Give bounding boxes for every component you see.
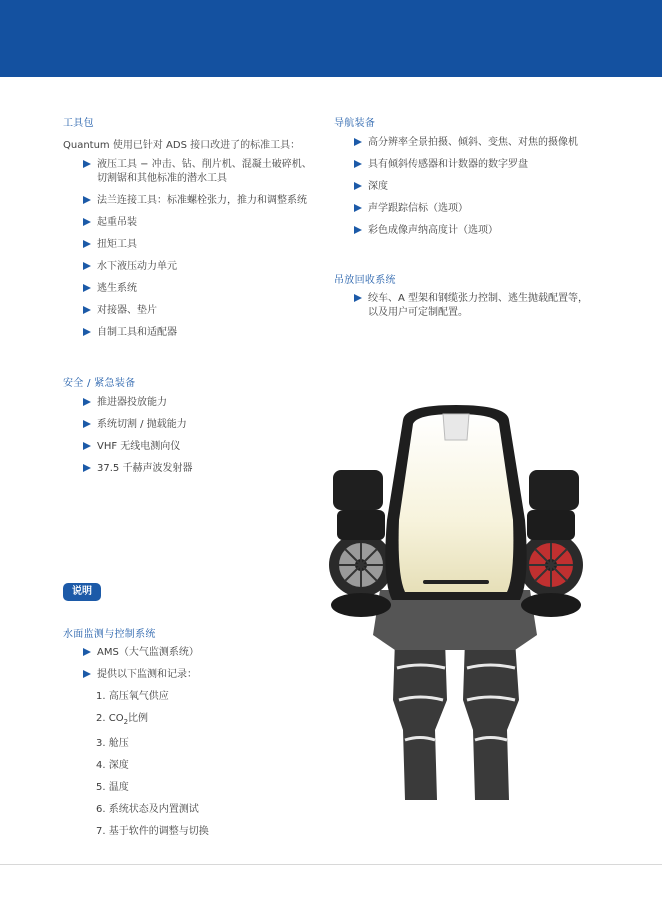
- list-item: 2. $CO_2$比例: [96, 713, 149, 726]
- note-badge: 说明: [63, 583, 101, 601]
- safety-list: [83, 396, 323, 484]
- triangle-bullet-icon: [354, 204, 362, 212]
- triangle-bullet-icon: [83, 420, 91, 428]
- list-item: 4. 深度: [96, 760, 129, 771]
- list-item: 高分辨率全景拍摄、倾斜、变焦、对焦的摄像机: [354, 136, 624, 150]
- launch-title: 吊放回收系统: [334, 275, 396, 286]
- triangle-bullet-icon: [354, 160, 362, 168]
- header-banner: [0, 0, 662, 77]
- list-item: 彩色成像声纳高度计（选项）: [354, 224, 624, 238]
- diving-suit-image: [325, 400, 587, 812]
- list-item: 法兰连接工具：标准螺栓张力，推力和调整系统: [83, 194, 333, 208]
- list-item: 6. 系统状态及内置测试: [96, 804, 199, 815]
- navigation-title: 导航装备: [334, 118, 376, 129]
- list-item: 水下液压动力单元: [83, 260, 333, 274]
- tools-title: 工具包: [63, 118, 94, 129]
- triangle-bullet-icon: [354, 294, 362, 302]
- list-item: 对接器、垫片: [83, 304, 333, 318]
- list-item: 切割锯和其他标准的潜水工具: [97, 173, 227, 184]
- triangle-bullet-icon: [83, 262, 91, 270]
- launch-list: [354, 292, 624, 328]
- list-item: 以及用户可定制配置。: [368, 307, 468, 318]
- triangle-bullet-icon: [83, 160, 91, 168]
- footer-divider: [0, 864, 662, 865]
- triangle-bullet-icon: [354, 226, 362, 234]
- list-item: 3. 舱压: [96, 738, 129, 749]
- list-item: 扭矩工具: [83, 238, 333, 252]
- list-item: 7. 基于软件的调整与切换: [96, 826, 209, 837]
- safety-title: 安全 / 紧急装备: [63, 378, 136, 389]
- list-item: 1. 高压氧气供应: [96, 691, 169, 702]
- triangle-bullet-icon: [83, 328, 91, 336]
- triangle-bullet-icon: [83, 306, 91, 314]
- triangle-bullet-icon: [354, 138, 362, 146]
- list-item: AMS（大气监测系统）: [83, 646, 323, 660]
- surface-numbered-list: [96, 690, 326, 847]
- list-item: 系统切割 / 抛载能力: [83, 418, 323, 432]
- triangle-bullet-icon: [354, 182, 362, 190]
- triangle-bullet-icon: [83, 284, 91, 292]
- list-item: 5. 温度: [96, 782, 129, 793]
- list-item: VHF 无线电测向仪: [83, 440, 323, 454]
- list-item: 自制工具和适配器: [83, 326, 333, 340]
- triangle-bullet-icon: [83, 196, 91, 204]
- tools-intro: Quantum 使用已针对 ADS 接口改进了的标准工具：: [63, 140, 301, 151]
- list-item: 37.5 千赫声波发射器: [83, 462, 323, 476]
- triangle-bullet-icon: [83, 218, 91, 226]
- tools-list: [83, 158, 333, 348]
- navigation-list: [354, 136, 624, 246]
- list-item: 推进器投放能力: [83, 396, 323, 410]
- triangle-bullet-icon: [83, 670, 91, 678]
- list-item: 提供以下监测和记录：: [83, 668, 323, 682]
- triangle-bullet-icon: [83, 398, 91, 406]
- triangle-bullet-icon: [83, 648, 91, 656]
- list-item: 绞车、A 型架和钢缆张力控制、逃生抛载配置等，: [354, 292, 624, 306]
- list-item: 液压工具 − 冲击、钻、削片机、混凝土破碎机、: [83, 158, 333, 172]
- list-item: 逃生系统: [83, 282, 333, 296]
- triangle-bullet-icon: [83, 442, 91, 450]
- list-item: 起重吊装: [83, 216, 333, 230]
- surface-title: 水面监测与控制系统: [63, 629, 156, 640]
- surface-list: [83, 646, 323, 690]
- triangle-bullet-icon: [83, 464, 91, 472]
- list-item: 深度: [354, 180, 624, 194]
- list-item: 声学跟踪信标（选项）: [354, 202, 624, 216]
- subscript: 2: [123, 718, 129, 726]
- list-item: 具有倾斜传感器和计数器的数字罗盘: [354, 158, 624, 172]
- triangle-bullet-icon: [83, 240, 91, 248]
